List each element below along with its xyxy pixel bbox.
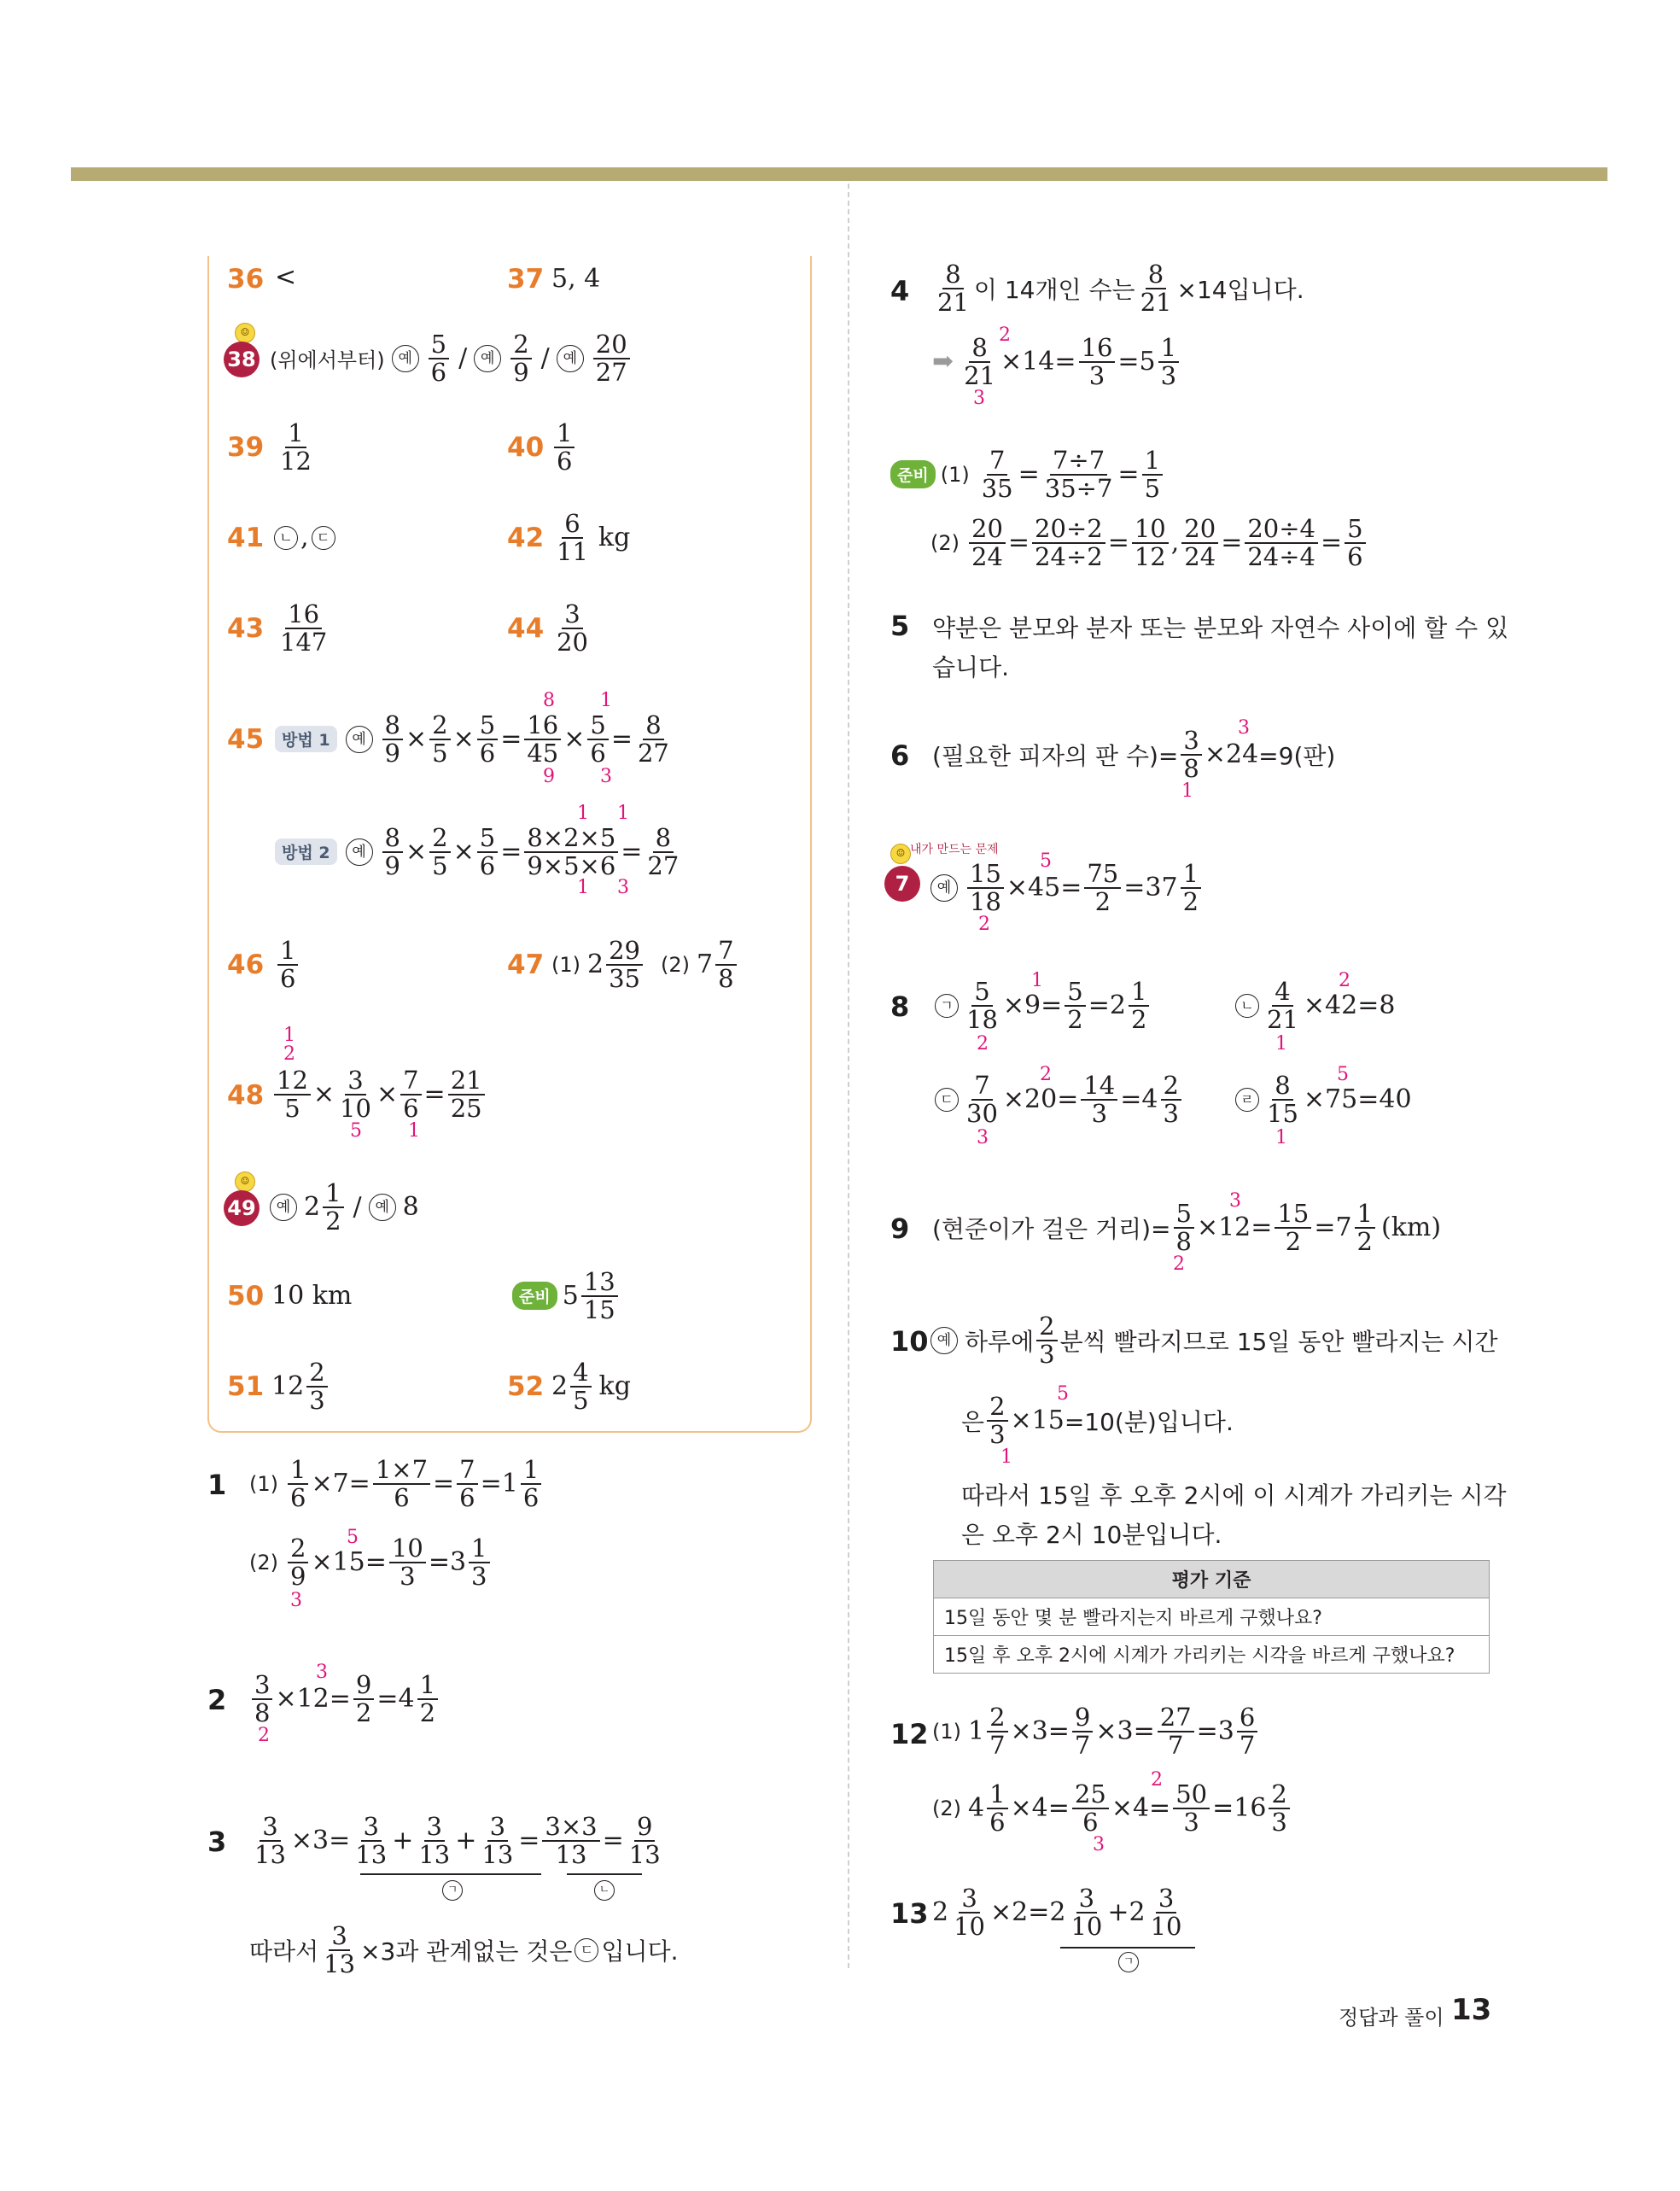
q43-number: 43 bbox=[227, 613, 265, 644]
underline-b bbox=[567, 1873, 642, 1875]
k3-conclusion: 따라서 $\frac{3}{13}$ ×3과 관계없는 것은 ㄷ 입니다. bbox=[249, 1921, 679, 1978]
prep2-part1: 준비 (1) $\frac{7}{35}$ = $\frac{7\div 7}{35\div 7}$ = $\frac{1}{5}$ bbox=[890, 447, 1165, 501]
q42-answer: $\frac{6}{11}$ kg bbox=[557, 509, 631, 566]
q39-number: 39 bbox=[227, 432, 265, 463]
q51-number: 51 bbox=[227, 1371, 265, 1402]
k9-number: 9 bbox=[890, 1212, 910, 1245]
k10-number: 10 bbox=[890, 1325, 929, 1358]
arrow-right-icon: ➡ bbox=[932, 347, 954, 377]
example-mark-icon: 예 bbox=[392, 345, 419, 372]
k10-line3: 따라서 15일 후 오후 2시에 이 시계가 가리키는 시각 bbox=[961, 1481, 1507, 1510]
k7-caption: 내가 만드는 문제 bbox=[910, 843, 999, 856]
q46-number: 46 bbox=[227, 949, 265, 980]
k5-line1: 약분은 분모와 분자 또는 분모와 자연수 사이에 할 수 있 bbox=[932, 614, 1509, 642]
q50-number: 50 bbox=[227, 1281, 265, 1312]
q40-answer: $\frac{1}{6}$ bbox=[551, 420, 577, 474]
q41-answer: ㄴ , ㄷ bbox=[271, 523, 338, 552]
header-bar bbox=[71, 167, 1607, 181]
k3-equation: $\frac{3}{13}$ ×3= $\frac{3}{13}$ + $\frac{3}{13}$ + $\frac{3}{13}$ = $\frac{3\times 3}{13}$ = $\frac{9}{13}$ bbox=[254, 1812, 661, 1869]
k12-part2: (2) 4 $\frac{1}{6}$ ×4= $\frac{25}{6}$ ×4= $\frac{50}{3}$ =16 $\frac{2}{3}$ bbox=[932, 1781, 1292, 1835]
q37-answer: 5, 4 bbox=[551, 264, 601, 294]
q38-badge: 38 bbox=[224, 342, 260, 377]
q51-answer: 12 $\frac{2}{3}$ bbox=[271, 1359, 330, 1413]
underline-a bbox=[360, 1873, 541, 1875]
q38-lead: (위에서부터) bbox=[270, 348, 385, 373]
criteria-row: 15일 동안 몇 분 빨라지는지 바르게 구했나요? bbox=[934, 1598, 1490, 1636]
circle-a-icon: ㄱ bbox=[442, 1880, 463, 1901]
fraction: $\frac{20}{27}$ bbox=[593, 331, 630, 385]
k1-number: 1 bbox=[207, 1469, 227, 1501]
circle-a-icon: ㄱ bbox=[1118, 1952, 1139, 1972]
q50-answer: 10 km bbox=[271, 1281, 353, 1311]
k5-number: 5 bbox=[890, 610, 910, 642]
q44-answer: $\frac{3}{20}$ bbox=[557, 599, 588, 657]
k6-answer: (필요한 피자의 판 수)= $\frac{3}{8}$ ×24 =9(판) bbox=[932, 726, 1336, 783]
page-number: 13 bbox=[1451, 1993, 1492, 2027]
smiley-icon: ☺ bbox=[235, 1171, 255, 1192]
criteria-table bbox=[933, 1560, 1490, 1674]
q41-number: 41 bbox=[227, 523, 265, 553]
k4-text: $\frac{8}{21}$ 이 14개인 수는 $\frac{8}{21}$ ×14입니다. bbox=[937, 260, 1304, 317]
k8-d: ㄹ $\frac{8}{15}$ ×75=40 bbox=[1233, 1072, 1412, 1126]
q47-number: 47 bbox=[507, 949, 545, 980]
k10-line1: 예 하루에 $\frac{2}{3}$ 분씩 빨라지므로 15일 동안 빨라지는 시간 bbox=[930, 1313, 1498, 1367]
k7-badge: 7 bbox=[884, 866, 920, 902]
q45-number: 45 bbox=[227, 724, 265, 755]
prep2-part2: (2) $\frac{20}{24}$ = $\frac{20\div 2}{24\div 2}$ = $\frac{10}{12}$ , $\frac{20}{24}$ = $\frac{20\div 4}{24\div 4}$ = $\frac{5}{6}$ bbox=[930, 516, 1368, 570]
q44-number: 44 bbox=[507, 613, 545, 644]
k7-answer: 예 $\frac{15}{18}$ ×45= $\frac{75}{2}$ =37 $\frac{1}{2}$ bbox=[930, 861, 1204, 914]
q42-number: 42 bbox=[507, 523, 545, 553]
example-mark-icon: 예 bbox=[474, 345, 501, 372]
q45-method1: 방법 1 예 $\frac{8}{9}$ × $\frac{2}{5}$ × $\frac{5}{6}$ = $\frac{16}{45}$ × $\frac{5}{6}$ = $\frac{8}{27}$ bbox=[275, 712, 674, 766]
k12-part1: (1) 1 $\frac{2}{7}$ ×3= $\frac{9}{7}$ ×3= $\frac{27}{7}$ =3 $\frac{6}{7}$ bbox=[932, 1704, 1260, 1758]
q46-answer: $\frac{1}{6}$ bbox=[275, 938, 300, 991]
prep-answer: 준비 5 $\frac{13}{15}$ bbox=[512, 1269, 621, 1323]
q36-number: 36 bbox=[227, 264, 265, 295]
k4-number: 4 bbox=[890, 275, 910, 307]
k1-part2: (2) $\frac{2}{9}$ ×15= $\frac{10}{3}$ =3 $\frac{1}{3}$ bbox=[249, 1535, 493, 1589]
q39-answer: $\frac{1}{12}$ bbox=[280, 418, 312, 476]
q52-number: 52 bbox=[507, 1371, 545, 1402]
column-divider bbox=[848, 184, 849, 1968]
k10-line4: 은 오후 2시 10분입니다. bbox=[961, 1521, 1222, 1549]
k13-number: 13 bbox=[890, 1897, 929, 1930]
q38-answer: (위에서부터) 예 $\frac{5}{6}$ / 예 $\frac{2}{9}$ / 예 $\frac{20}{27}$ bbox=[270, 331, 633, 385]
k2-number: 2 bbox=[207, 1684, 227, 1716]
k3-number: 3 bbox=[207, 1826, 227, 1858]
k9-answer: (현준이가 걸은 거리)= $\frac{5}{8}$ ×12= $\frac{15}{2}$ =7 $\frac{1}{2}$ (km) bbox=[932, 1199, 1442, 1256]
q37-number: 37 bbox=[507, 264, 545, 295]
fraction: $\frac{2}{9}$ bbox=[510, 331, 531, 385]
k1-part1: (1) $\frac{1}{6}$ ×7= $\frac{1\times 7}{6}$ = $\frac{7}{6}$ =1 $\frac{1}{6}$ bbox=[249, 1457, 544, 1510]
k13-answer: 2 $\frac{3}{10}$ ×2=2 $\frac{3}{10}$ +2 $\frac{3}{10}$ bbox=[932, 1884, 1182, 1941]
example-mark-icon: 예 bbox=[557, 345, 584, 372]
criteria-title: 평가 기준 bbox=[934, 1561, 1490, 1598]
q36-answer: < bbox=[275, 262, 297, 292]
q48-answer: $\frac{12}{5}$ × $\frac{3}{10}$ × $\frac{7}{6}$ = $\frac{21}{25}$ bbox=[271, 1067, 487, 1121]
q49-answer: 예 2 $\frac{1}{2}$ / 예 8 bbox=[270, 1180, 419, 1234]
q49-badge: 49 bbox=[224, 1190, 260, 1226]
underline-c bbox=[1060, 1947, 1195, 1949]
circle-b-icon: ㄴ bbox=[594, 1880, 615, 1901]
k8-c: ㄷ $\frac{7}{30}$ ×20= $\frac{14}{3}$ =4 $\frac{2}{3}$ bbox=[932, 1072, 1184, 1126]
smiley-icon: ☺ bbox=[890, 844, 911, 864]
fraction: $\frac{5}{6}$ bbox=[429, 331, 449, 385]
q48-number: 48 bbox=[227, 1080, 265, 1111]
k12-number: 12 bbox=[890, 1718, 929, 1750]
k2-answer: $\frac{3}{8}$ ×12= $\frac{9}{2}$ =4 $\frac{1}{2}$ bbox=[249, 1672, 440, 1726]
k8-a: ㄱ $\frac{5}{18}$ ×9= $\frac{5}{2}$ =2 $\frac{1}{2}$ bbox=[932, 979, 1152, 1032]
q40-number: 40 bbox=[507, 432, 545, 463]
k8-b: ㄴ $\frac{4}{21}$ ×42=8 bbox=[1233, 979, 1395, 1032]
k8-number: 8 bbox=[890, 990, 910, 1023]
q45-method2: 방법 2 예 $\frac{8}{9}$ × $\frac{2}{5}$ × $\frac{5}{6}$ = $\frac{8\times 2\times 5}{9\times 5\times 6}$ = $\frac{8}{27}$ bbox=[275, 825, 684, 879]
footer-label: 정답과 풀이 bbox=[1339, 2006, 1444, 2030]
k10-line2: 은 $\frac{2}{3}$ ×15 =10(분)입니다. bbox=[961, 1392, 1234, 1449]
q47-answer: (1) 2 $\frac{29}{35}$ (2) 7 $\frac{7}{8}$ bbox=[551, 938, 739, 991]
q52-answer: 2 $\frac{4}{5}$ kg bbox=[551, 1358, 631, 1415]
smiley-icon: ☺ bbox=[235, 323, 255, 343]
k6-number: 6 bbox=[890, 739, 910, 772]
criteria-row: 15일 후 오후 2시에 시계가 가리키는 시각을 바르게 구했나요? bbox=[934, 1636, 1490, 1674]
q43-answer: $\frac{16}{147}$ bbox=[280, 599, 328, 657]
k5-line2: 습니다. bbox=[932, 653, 1010, 681]
k4-calc: ➡ $\frac{8}{21}$ ×14= $\frac{16}{3}$ =5 $\frac{1}{3}$ bbox=[932, 335, 1181, 389]
